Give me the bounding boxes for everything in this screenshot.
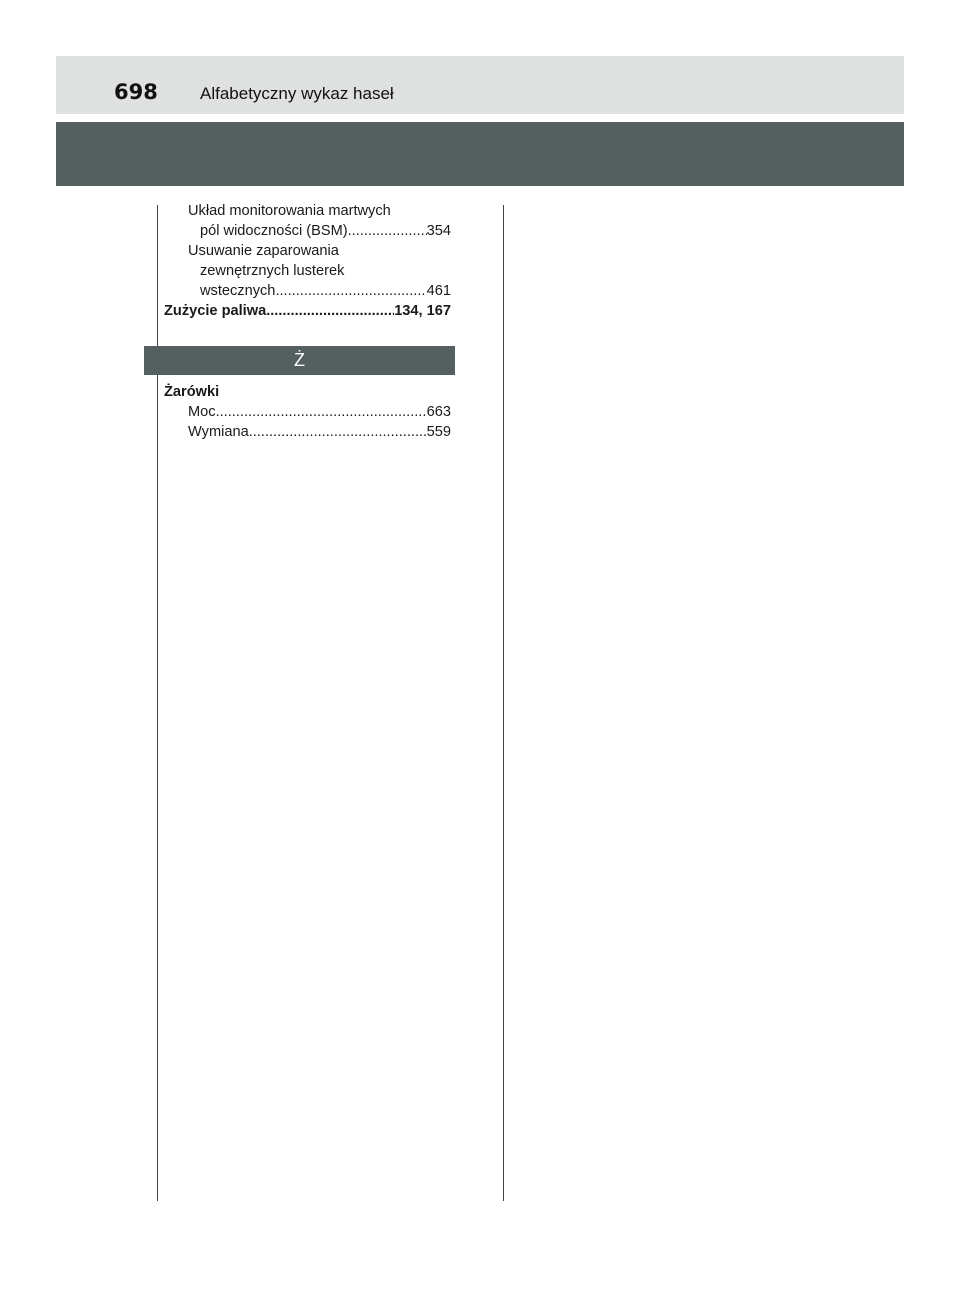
header-dark-band — [56, 122, 904, 186]
header-band — [56, 56, 904, 114]
page-ref: 134, 167 — [394, 303, 451, 319]
page-ref: 559 — [426, 424, 451, 440]
section-letter-bar: Ż — [144, 346, 455, 375]
page-ref: 663 — [426, 404, 451, 420]
page-header-title: Alfabetyczny wykaz haseł — [200, 84, 394, 103]
dot-leader — [216, 402, 427, 422]
column-rule-right — [503, 205, 504, 1201]
index-column-top — [164, 201, 451, 321]
index-entry-bsm — [164, 201, 451, 241]
index-subentry-line: zewnętrznych lusterek — [200, 263, 345, 279]
index-subentry-line: Wymiana ..... 559 — [164, 422, 451, 442]
index-column-section-z — [164, 382, 451, 442]
dot-leader — [348, 221, 427, 241]
index-entry-defog-mirrors — [164, 241, 451, 301]
page-ref: 461 — [426, 283, 451, 299]
index-heading-bulbs: Żarówki — [164, 384, 220, 400]
dot-leader — [249, 422, 427, 442]
index-subentry-line: pól widoczności (BSM) ..... 354 — [164, 221, 451, 241]
index-subentry-line: Moc ..... 663 — [164, 402, 451, 422]
page-number: 698 — [114, 80, 158, 104]
index-subentry-line: wstecznych ..... 461 — [164, 281, 451, 301]
index-entry-fuel-consumption: Zużycie paliwa ..... 134, 167 — [164, 301, 451, 321]
page-ref: 354 — [426, 223, 451, 239]
index-subentry-line: Usuwanie zaparowania — [188, 243, 339, 259]
index-subentry-line: Układ monitorowania martwych — [188, 203, 391, 219]
dot-leader — [266, 301, 394, 321]
dot-leader — [275, 281, 426, 301]
